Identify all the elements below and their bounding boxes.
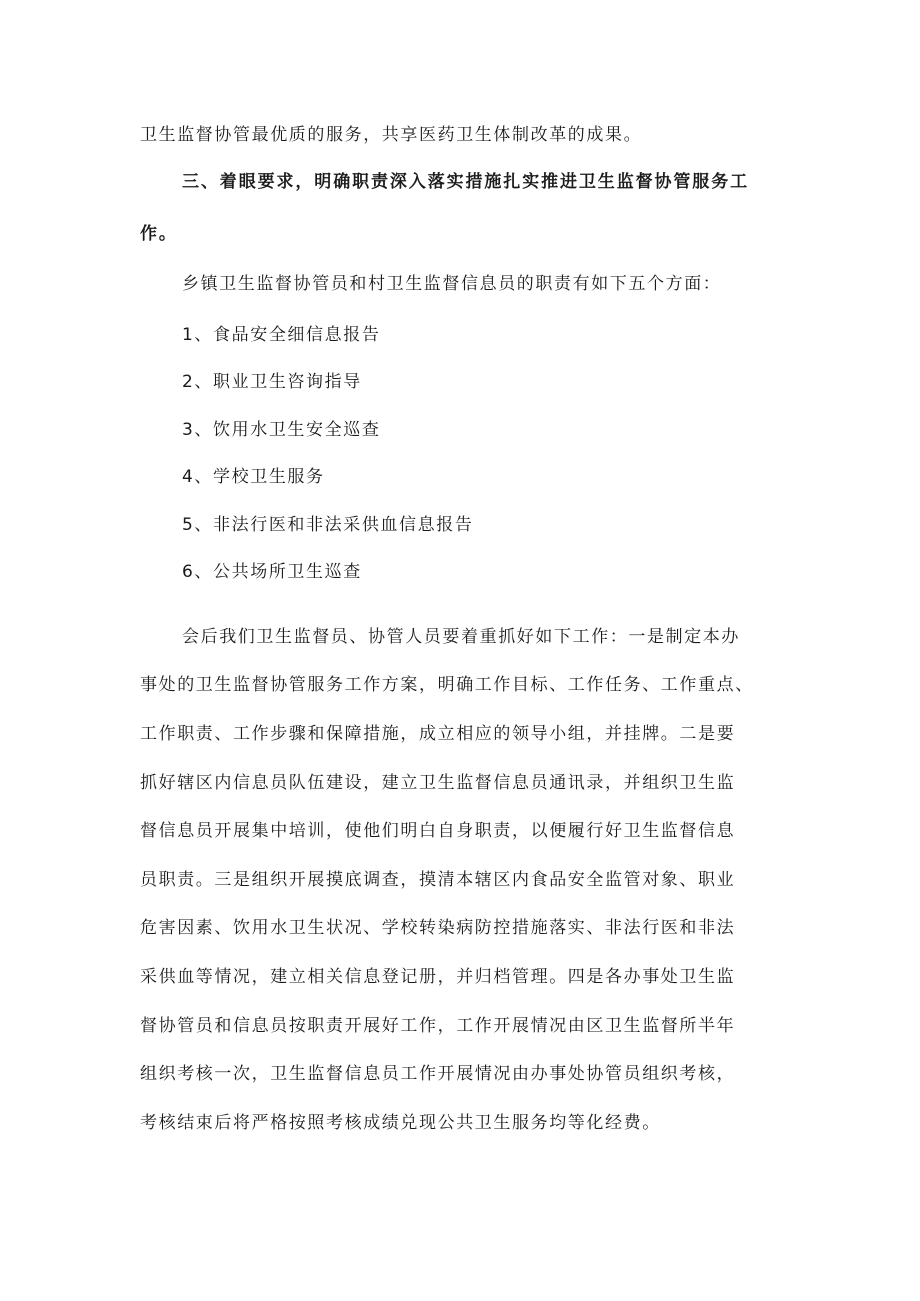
duty-item-1: 1、食品安全细信息报告 bbox=[182, 325, 381, 345]
duty-item-5: 5、非法行医和非法采供血信息报告 bbox=[182, 515, 474, 535]
section-heading-line-2: 作。 bbox=[140, 224, 178, 244]
closing-paragraph-line-11: 考核结束后将严格按照考核成绩兑现公共卫生服务均等化经费。 bbox=[140, 1113, 661, 1133]
duty-item-6: 6、公共场所卫生巡查 bbox=[182, 562, 362, 582]
duty-item-3: 3、饮用水卫生安全巡查 bbox=[182, 420, 381, 440]
duty-item-4: 4、学校卫生服务 bbox=[182, 467, 325, 487]
closing-paragraph-line-7: 危害因素、饮用水卫生状况、学校转染病防控措施落实、非法行医和非法 bbox=[140, 918, 736, 938]
closing-paragraph-line-8: 采供血等情况，建立相关信息登记册，并归档管理。四是各办事处卫生监 bbox=[140, 967, 736, 987]
duties-intro-text: 乡镇卫生监督协管员和村卫生监督信息员的职责有如下五个方面： bbox=[182, 274, 722, 294]
closing-paragraph-line-5: 督信息员开展集中培训，使他们明白自身职责，以便履行好卫生监督信息 bbox=[140, 821, 736, 841]
duty-item-2: 2、职业卫生咨询指导 bbox=[182, 372, 362, 392]
closing-paragraph-line-4: 抓好辖区内信息员队伍建设，建立卫生监督信息员通讯录，并组织卫生监 bbox=[140, 773, 736, 793]
closing-paragraph-line-1: 会后我们卫生监督员、协管人员要着重抓好如下工作：一是制定本办 bbox=[182, 627, 740, 647]
closing-paragraph-line-2: 事处的卫生监督协管服务工作方案，明确工作目标、工作任务、工作重点、 bbox=[140, 675, 754, 695]
section-heading-line-1: 三、着眼要求，明确职责深入落实措施扎实推进卫生监督协管服务工 bbox=[182, 172, 749, 192]
closing-paragraph-line-3: 工作职责、工作步骤和保障措施，成立相应的领导小组，并挂牌。二是要 bbox=[140, 724, 736, 744]
closing-paragraph-line-9: 督协管员和信息员按职责开展好工作，工作开展情况由区卫生监督所半年 bbox=[140, 1016, 736, 1036]
closing-paragraph-line-6: 员职责。三是组织开展摸底调查，摸清本辖区内食品安全监管对象、职业 bbox=[140, 870, 736, 890]
closing-paragraph-line-10: 组织考核一次，卫生监督信息员工作开展情况由办事处协管员组织考核， bbox=[140, 1064, 736, 1084]
intro-tail-text: 卫生监督协管最优质的服务，共享医药卫生体制改革的成果。 bbox=[140, 125, 643, 145]
